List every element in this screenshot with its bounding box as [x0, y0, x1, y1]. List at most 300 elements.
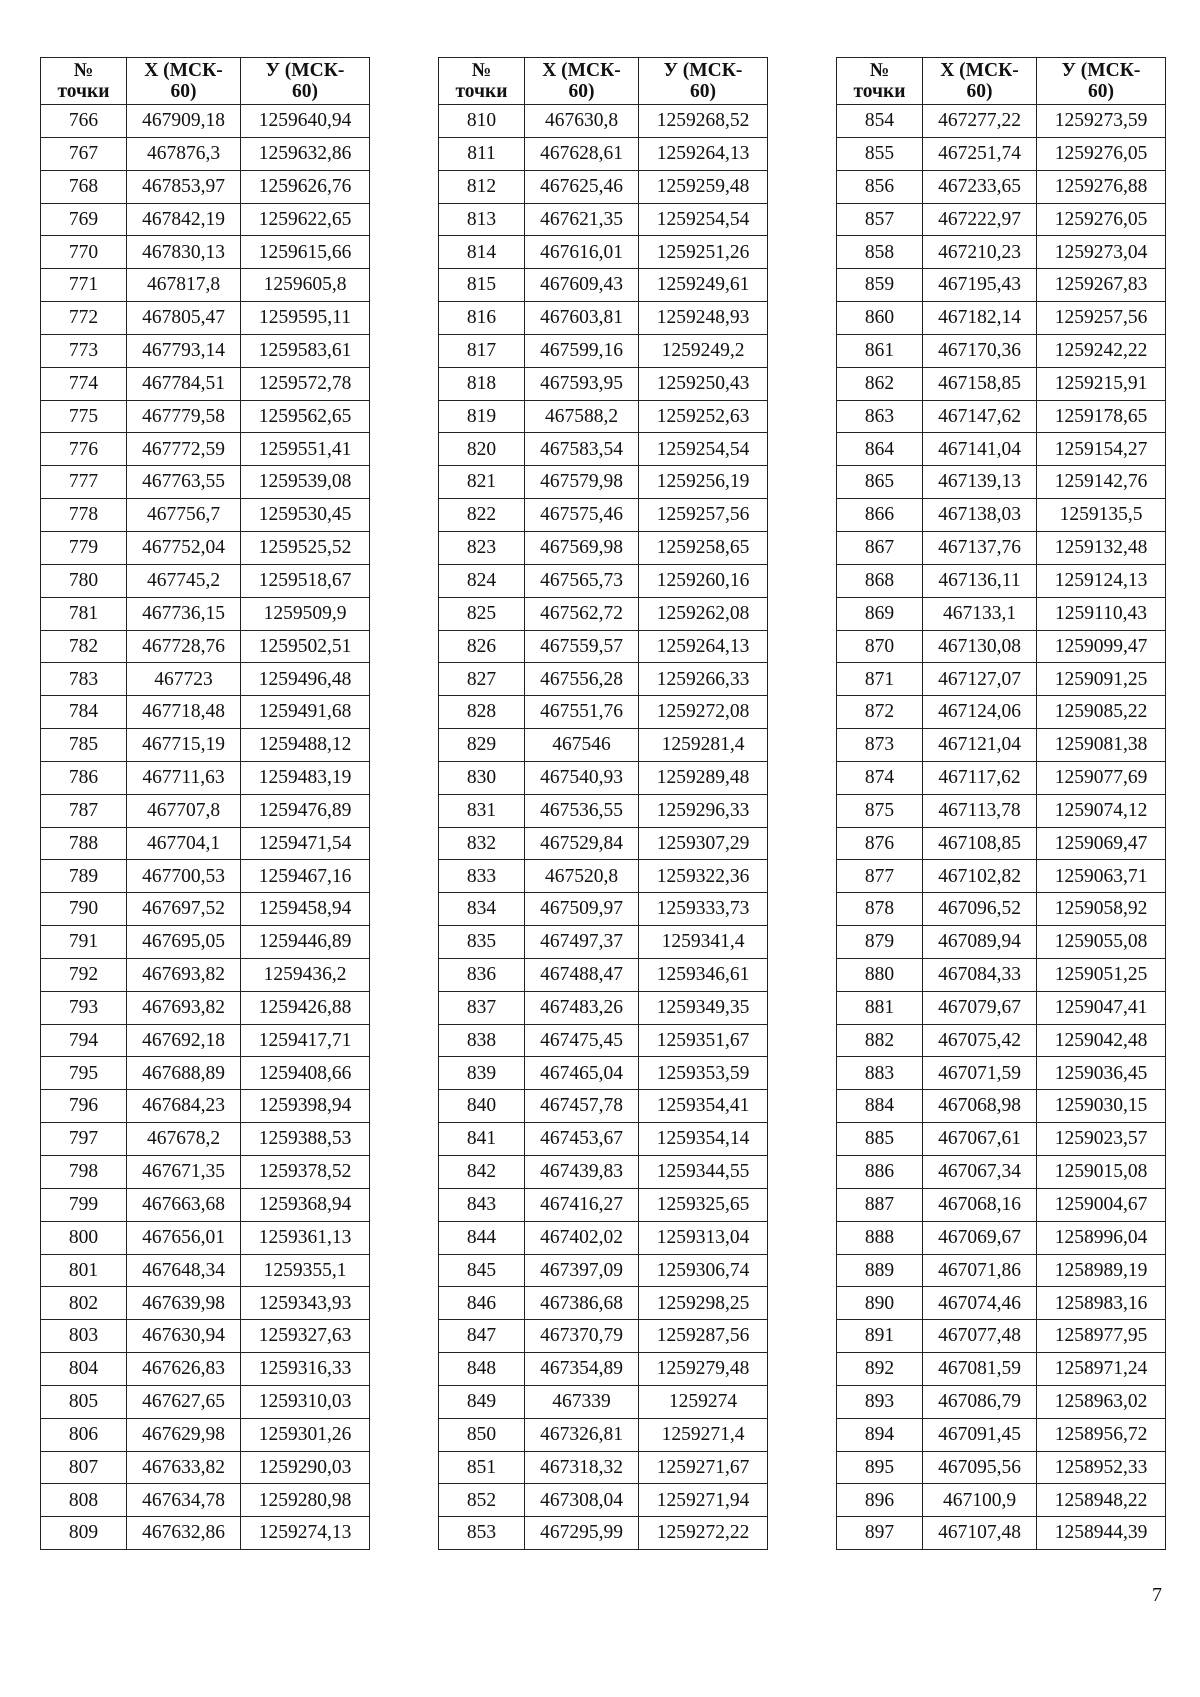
point-number-cell: 871 [837, 663, 923, 696]
point-number-cell: 874 [837, 761, 923, 794]
point-number-cell: 785 [41, 729, 127, 762]
y-coordinate-cell: 1259301,26 [241, 1418, 370, 1451]
table-row [41, 531, 370, 564]
x-coordinate-cell: 467842,19 [127, 203, 241, 236]
y-coordinate-cell: 1259467,16 [241, 860, 370, 893]
point-number-cell: 780 [41, 564, 127, 597]
point-number-cell: 861 [837, 334, 923, 367]
table-row [41, 1517, 370, 1550]
point-number-cell: 791 [41, 926, 127, 959]
x-coordinate-cell: 467141,04 [923, 433, 1037, 466]
y-coordinate-cell: 1259626,76 [241, 170, 370, 203]
point-number-cell: 876 [837, 827, 923, 860]
y-coordinate-cell: 1259099,47 [1037, 630, 1166, 663]
y-coordinate-cell: 1259110,43 [1037, 597, 1166, 630]
point-number-cell: 836 [439, 958, 525, 991]
y-coordinate-cell: 1259251,26 [639, 236, 768, 269]
y-coordinate-cell: 1259051,25 [1037, 958, 1166, 991]
table-row [439, 1156, 768, 1189]
x-coordinate-cell: 467752,04 [127, 531, 241, 564]
y-coordinate-cell: 1259273,59 [1037, 105, 1166, 138]
y-coordinate-cell: 1259322,36 [639, 860, 768, 893]
point-number-cell: 859 [837, 269, 923, 302]
x-coordinate-cell: 467277,22 [923, 105, 1037, 138]
point-number-cell: 786 [41, 761, 127, 794]
point-number-cell: 888 [837, 1221, 923, 1254]
x-coordinate-cell: 467830,13 [127, 236, 241, 269]
x-coordinate-cell: 467805,47 [127, 302, 241, 335]
x-coordinate-cell: 467339 [525, 1385, 639, 1418]
table-row [41, 926, 370, 959]
y-coordinate-cell: 1259488,12 [241, 729, 370, 762]
x-coordinate-cell: 467091,45 [923, 1418, 1037, 1451]
header-row [837, 58, 1166, 105]
y-coordinate-cell: 1259361,13 [241, 1221, 370, 1254]
y-coordinate-cell: 1259306,74 [639, 1254, 768, 1287]
x-coordinate-cell: 467113,78 [923, 794, 1037, 827]
x-coordinate-cell: 467222,97 [923, 203, 1037, 236]
x-coordinate-cell: 467559,57 [525, 630, 639, 663]
x-coordinate-cell: 467723 [127, 663, 241, 696]
x-coordinate-cell: 467354,89 [525, 1353, 639, 1386]
y-coordinate-cell: 1259272,08 [639, 696, 768, 729]
table-row [439, 1254, 768, 1287]
point-number-cell: 887 [837, 1188, 923, 1221]
table-row [439, 1221, 768, 1254]
point-number-cell: 812 [439, 170, 525, 203]
x-coordinate-cell: 467397,09 [525, 1254, 639, 1287]
point-number-cell: 896 [837, 1484, 923, 1517]
table-row [41, 499, 370, 532]
point-number-cell: 790 [41, 893, 127, 926]
y-coordinate-cell: 1258956,72 [1037, 1418, 1166, 1451]
point-number-cell: 794 [41, 1024, 127, 1057]
y-coordinate-cell: 1259398,94 [241, 1090, 370, 1123]
table-row [837, 531, 1166, 564]
table-row [439, 105, 768, 138]
x-coordinate-cell: 467100,9 [923, 1484, 1037, 1517]
y-coordinate-cell: 1259085,22 [1037, 696, 1166, 729]
point-number-cell: 842 [439, 1156, 525, 1189]
x-coordinate-cell: 467693,82 [127, 991, 241, 1024]
point-number-cell: 768 [41, 170, 127, 203]
table-row [41, 367, 370, 400]
y-coordinate-cell: 1259077,69 [1037, 761, 1166, 794]
x-coordinate-cell: 467127,07 [923, 663, 1037, 696]
point-number-cell: 891 [837, 1320, 923, 1353]
y-coordinate-cell: 1259333,73 [639, 893, 768, 926]
point-number-cell: 792 [41, 958, 127, 991]
y-coordinate-cell: 1259257,56 [1037, 302, 1166, 335]
x-coordinate-cell: 467308,04 [525, 1484, 639, 1517]
point-number-cell: 893 [837, 1385, 923, 1418]
table-row [439, 893, 768, 926]
point-number-cell: 878 [837, 893, 923, 926]
x-coordinate-cell: 467745,2 [127, 564, 241, 597]
table-row [837, 597, 1166, 630]
x-coordinate-cell: 467628,61 [525, 137, 639, 170]
x-coordinate-cell: 467648,34 [127, 1254, 241, 1287]
y-coordinate-cell: 1259287,56 [639, 1320, 768, 1353]
table-row [41, 1156, 370, 1189]
x-coordinate-cell: 467475,45 [525, 1024, 639, 1057]
table-row [41, 729, 370, 762]
point-number-cell: 873 [837, 729, 923, 762]
x-coordinate-cell: 467693,82 [127, 958, 241, 991]
table-row [41, 1123, 370, 1156]
point-number-cell: 773 [41, 334, 127, 367]
x-coordinate-cell: 467779,58 [127, 400, 241, 433]
point-number-cell: 865 [837, 466, 923, 499]
table-row [41, 433, 370, 466]
point-number-cell: 788 [41, 827, 127, 860]
y-coordinate-cell: 1259502,51 [241, 630, 370, 663]
x-coordinate-cell: 467562,72 [525, 597, 639, 630]
y-coordinate-cell: 1259124,13 [1037, 564, 1166, 597]
table-row [837, 564, 1166, 597]
y-coordinate-cell: 1259298,25 [639, 1287, 768, 1320]
point-number-cell: 877 [837, 860, 923, 893]
y-coordinate-cell: 1259132,48 [1037, 531, 1166, 564]
table-row [837, 958, 1166, 991]
point-number-cell: 846 [439, 1287, 525, 1320]
point-number-cell: 778 [41, 499, 127, 532]
y-coordinate-cell: 1259325,65 [639, 1188, 768, 1221]
x-coordinate-cell: 467488,47 [525, 958, 639, 991]
y-coordinate-cell: 1259266,33 [639, 663, 768, 696]
point-number-cell: 840 [439, 1090, 525, 1123]
x-coordinate-cell: 467089,94 [923, 926, 1037, 959]
x-coordinate-cell: 467551,76 [525, 696, 639, 729]
table-row [41, 170, 370, 203]
x-coordinate-cell: 467695,05 [127, 926, 241, 959]
y-coordinate-cell: 1259279,48 [639, 1353, 768, 1386]
x-coordinate-cell: 467402,02 [525, 1221, 639, 1254]
point-number-cell: 801 [41, 1254, 127, 1287]
y-coordinate-cell: 1259142,76 [1037, 466, 1166, 499]
x-coordinate-cell: 467529,84 [525, 827, 639, 860]
y-coordinate-cell: 1259471,54 [241, 827, 370, 860]
point-number-cell: 777 [41, 466, 127, 499]
table-row [837, 1057, 1166, 1090]
x-coordinate-cell: 467603,81 [525, 302, 639, 335]
x-coordinate-cell: 467138,03 [923, 499, 1037, 532]
point-number-cell: 803 [41, 1320, 127, 1353]
x-coordinate-cell: 467130,08 [923, 630, 1037, 663]
x-coordinate-cell: 467579,98 [525, 466, 639, 499]
table-row [439, 1320, 768, 1353]
table-row [439, 400, 768, 433]
table-row [41, 236, 370, 269]
point-number-cell: 855 [837, 137, 923, 170]
x-coordinate-cell: 467692,18 [127, 1024, 241, 1057]
x-coordinate-cell: 467909,18 [127, 105, 241, 138]
point-number-cell: 863 [837, 400, 923, 433]
table-row [439, 1090, 768, 1123]
point-number-cell: 806 [41, 1418, 127, 1451]
table-row [439, 729, 768, 762]
x-coordinate-cell: 467139,13 [923, 466, 1037, 499]
point-number-cell: 810 [439, 105, 525, 138]
y-coordinate-cell: 1259491,68 [241, 696, 370, 729]
coordinates-table [836, 57, 1166, 1550]
point-number-cell: 816 [439, 302, 525, 335]
point-number-cell: 889 [837, 1254, 923, 1287]
point-number-cell: 804 [41, 1353, 127, 1386]
point-number-cell: 849 [439, 1385, 525, 1418]
point-number-cell: 814 [439, 236, 525, 269]
x-coordinate-cell: 467688,89 [127, 1057, 241, 1090]
x-coordinate-cell: 467069,67 [923, 1221, 1037, 1254]
x-coordinate-cell: 467715,19 [127, 729, 241, 762]
x-coordinate-cell: 467071,86 [923, 1254, 1037, 1287]
table-row [41, 1254, 370, 1287]
table-row [439, 1385, 768, 1418]
table-row [439, 761, 768, 794]
table-row [837, 1156, 1166, 1189]
y-coordinate-cell: 1259069,47 [1037, 827, 1166, 860]
y-coordinate-cell: 1259313,04 [639, 1221, 768, 1254]
y-coordinate-cell: 1259605,8 [241, 269, 370, 302]
table-row [837, 630, 1166, 663]
x-coordinate-cell: 467817,8 [127, 269, 241, 302]
table-row [41, 1451, 370, 1484]
header-y-coordinate: У (МСК- 60) [639, 58, 768, 105]
table-row [41, 1353, 370, 1386]
y-coordinate-cell: 1259276,88 [1037, 170, 1166, 203]
y-coordinate-cell: 1259458,94 [241, 893, 370, 926]
table-row [439, 170, 768, 203]
table-row [837, 334, 1166, 367]
point-number-cell: 838 [439, 1024, 525, 1057]
y-coordinate-cell: 1259074,12 [1037, 794, 1166, 827]
x-coordinate-cell: 467318,32 [525, 1451, 639, 1484]
y-coordinate-cell: 1259344,55 [639, 1156, 768, 1189]
y-coordinate-cell: 1259264,13 [639, 630, 768, 663]
point-number-cell: 827 [439, 663, 525, 696]
table-row [439, 696, 768, 729]
x-coordinate-cell: 467763,55 [127, 466, 241, 499]
x-coordinate-cell: 467295,99 [525, 1517, 639, 1550]
y-coordinate-cell: 1259310,03 [241, 1385, 370, 1418]
point-number-cell: 851 [439, 1451, 525, 1484]
y-coordinate-cell: 1259036,45 [1037, 1057, 1166, 1090]
x-coordinate-cell: 467609,43 [525, 269, 639, 302]
x-coordinate-cell: 467853,97 [127, 170, 241, 203]
x-coordinate-cell: 467096,52 [923, 893, 1037, 926]
table-row [837, 466, 1166, 499]
y-coordinate-cell: 1259268,52 [639, 105, 768, 138]
x-coordinate-cell: 467068,16 [923, 1188, 1037, 1221]
y-coordinate-cell: 1259273,04 [1037, 236, 1166, 269]
y-coordinate-cell: 1259242,22 [1037, 334, 1166, 367]
point-number-cell: 811 [439, 137, 525, 170]
table-row [837, 400, 1166, 433]
table-row [439, 1057, 768, 1090]
y-coordinate-cell: 1259091,25 [1037, 663, 1166, 696]
y-coordinate-cell: 1258944,39 [1037, 1517, 1166, 1550]
header-row [439, 58, 768, 105]
table-row [837, 170, 1166, 203]
y-coordinate-cell: 1259154,27 [1037, 433, 1166, 466]
x-coordinate-cell: 467326,81 [525, 1418, 639, 1451]
y-coordinate-cell: 1259249,61 [639, 269, 768, 302]
x-coordinate-cell: 467133,1 [923, 597, 1037, 630]
x-coordinate-cell: 467067,61 [923, 1123, 1037, 1156]
point-number-cell: 797 [41, 1123, 127, 1156]
point-number-cell: 815 [439, 269, 525, 302]
y-coordinate-cell: 1259289,48 [639, 761, 768, 794]
table-row [439, 1353, 768, 1386]
x-coordinate-cell: 467074,46 [923, 1287, 1037, 1320]
x-coordinate-cell: 467195,43 [923, 269, 1037, 302]
table-row [837, 1090, 1166, 1123]
table-row [439, 367, 768, 400]
x-coordinate-cell: 467632,86 [127, 1517, 241, 1550]
table-row [837, 105, 1166, 138]
table-row [837, 893, 1166, 926]
table-row [41, 137, 370, 170]
point-number-cell: 833 [439, 860, 525, 893]
x-coordinate-cell: 467370,79 [525, 1320, 639, 1353]
table-row [41, 105, 370, 138]
point-number-cell: 869 [837, 597, 923, 630]
table-row [439, 958, 768, 991]
table-row [439, 597, 768, 630]
y-coordinate-cell: 1259259,48 [639, 170, 768, 203]
y-coordinate-cell: 1259572,78 [241, 367, 370, 400]
point-number-cell: 892 [837, 1353, 923, 1386]
table-row [837, 1320, 1166, 1353]
x-coordinate-cell: 467067,34 [923, 1156, 1037, 1189]
y-coordinate-cell: 1259257,56 [639, 499, 768, 532]
point-number-cell: 834 [439, 893, 525, 926]
point-number-cell: 864 [837, 433, 923, 466]
y-coordinate-cell: 1259446,89 [241, 926, 370, 959]
table-row [837, 1188, 1166, 1221]
table-row [439, 794, 768, 827]
table-row [41, 958, 370, 991]
table-row [439, 1188, 768, 1221]
x-coordinate-cell: 467629,98 [127, 1418, 241, 1451]
y-coordinate-cell: 1259055,08 [1037, 926, 1166, 959]
x-coordinate-cell: 467102,82 [923, 860, 1037, 893]
point-number-cell: 835 [439, 926, 525, 959]
x-coordinate-cell: 467756,7 [127, 499, 241, 532]
table-row [41, 466, 370, 499]
y-coordinate-cell: 1259307,29 [639, 827, 768, 860]
header-row [41, 58, 370, 105]
x-coordinate-cell: 467583,54 [525, 433, 639, 466]
y-coordinate-cell: 1259509,9 [241, 597, 370, 630]
table-row [837, 1353, 1166, 1386]
y-coordinate-cell: 1259063,71 [1037, 860, 1166, 893]
point-number-cell: 882 [837, 1024, 923, 1057]
x-coordinate-cell: 467678,2 [127, 1123, 241, 1156]
table-row [41, 1057, 370, 1090]
y-coordinate-cell: 1259436,2 [241, 958, 370, 991]
y-coordinate-cell: 1259271,67 [639, 1451, 768, 1484]
y-coordinate-cell: 1258996,04 [1037, 1221, 1166, 1254]
point-number-cell: 808 [41, 1484, 127, 1517]
x-coordinate-cell: 467593,95 [525, 367, 639, 400]
y-coordinate-cell: 1258989,19 [1037, 1254, 1166, 1287]
y-coordinate-cell: 1259081,38 [1037, 729, 1166, 762]
point-number-cell: 799 [41, 1188, 127, 1221]
x-coordinate-cell: 467509,97 [525, 893, 639, 926]
table-row [439, 827, 768, 860]
table-row [41, 1287, 370, 1320]
x-coordinate-cell: 467147,62 [923, 400, 1037, 433]
x-coordinate-cell: 467170,36 [923, 334, 1037, 367]
point-number-cell: 843 [439, 1188, 525, 1221]
point-number-cell: 789 [41, 860, 127, 893]
x-coordinate-cell: 467556,28 [525, 663, 639, 696]
table-row [439, 1484, 768, 1517]
table-row [837, 137, 1166, 170]
x-coordinate-cell: 467251,74 [923, 137, 1037, 170]
x-coordinate-cell: 467697,52 [127, 893, 241, 926]
y-coordinate-cell: 1259551,41 [241, 433, 370, 466]
x-coordinate-cell: 467210,23 [923, 236, 1037, 269]
point-number-cell: 779 [41, 531, 127, 564]
table-row [41, 794, 370, 827]
y-coordinate-cell: 1259354,14 [639, 1123, 768, 1156]
page-number: 7 [1152, 1584, 1162, 1606]
point-number-cell: 821 [439, 466, 525, 499]
table-row [41, 1385, 370, 1418]
x-coordinate-cell: 467386,68 [525, 1287, 639, 1320]
x-coordinate-cell: 467107,48 [923, 1517, 1037, 1550]
point-number-cell: 884 [837, 1090, 923, 1123]
x-coordinate-cell: 467876,3 [127, 137, 241, 170]
y-coordinate-cell: 1259417,71 [241, 1024, 370, 1057]
y-coordinate-cell: 1259346,61 [639, 958, 768, 991]
x-coordinate-cell: 467707,8 [127, 794, 241, 827]
table-row [41, 663, 370, 696]
y-coordinate-cell: 1259378,52 [241, 1156, 370, 1189]
x-coordinate-cell: 467621,35 [525, 203, 639, 236]
y-coordinate-cell: 1259256,19 [639, 466, 768, 499]
x-coordinate-cell: 467639,98 [127, 1287, 241, 1320]
y-coordinate-cell: 1259249,2 [639, 334, 768, 367]
x-coordinate-cell: 467718,48 [127, 696, 241, 729]
x-coordinate-cell: 467684,23 [127, 1090, 241, 1123]
point-number-cell: 774 [41, 367, 127, 400]
point-number-cell: 823 [439, 531, 525, 564]
point-number-cell: 819 [439, 400, 525, 433]
table-row [837, 1287, 1166, 1320]
point-number-cell: 818 [439, 367, 525, 400]
y-coordinate-cell: 1259272,22 [639, 1517, 768, 1550]
point-number-cell: 894 [837, 1418, 923, 1451]
y-coordinate-cell: 1259640,94 [241, 105, 370, 138]
table-row [439, 531, 768, 564]
point-number-cell: 822 [439, 499, 525, 532]
y-coordinate-cell: 1259276,05 [1037, 203, 1166, 236]
y-coordinate-cell: 1259015,08 [1037, 1156, 1166, 1189]
header-x-coordinate: Х (МСК- 60) [525, 58, 639, 105]
x-coordinate-cell: 467575,46 [525, 499, 639, 532]
table-row [439, 1287, 768, 1320]
y-coordinate-cell: 1259483,19 [241, 761, 370, 794]
y-coordinate-cell: 1258952,33 [1037, 1451, 1166, 1484]
point-number-cell: 798 [41, 1156, 127, 1189]
point-number-cell: 769 [41, 203, 127, 236]
y-coordinate-cell: 1259354,41 [639, 1090, 768, 1123]
point-number-cell: 862 [837, 367, 923, 400]
y-coordinate-cell: 1259274,13 [241, 1517, 370, 1550]
